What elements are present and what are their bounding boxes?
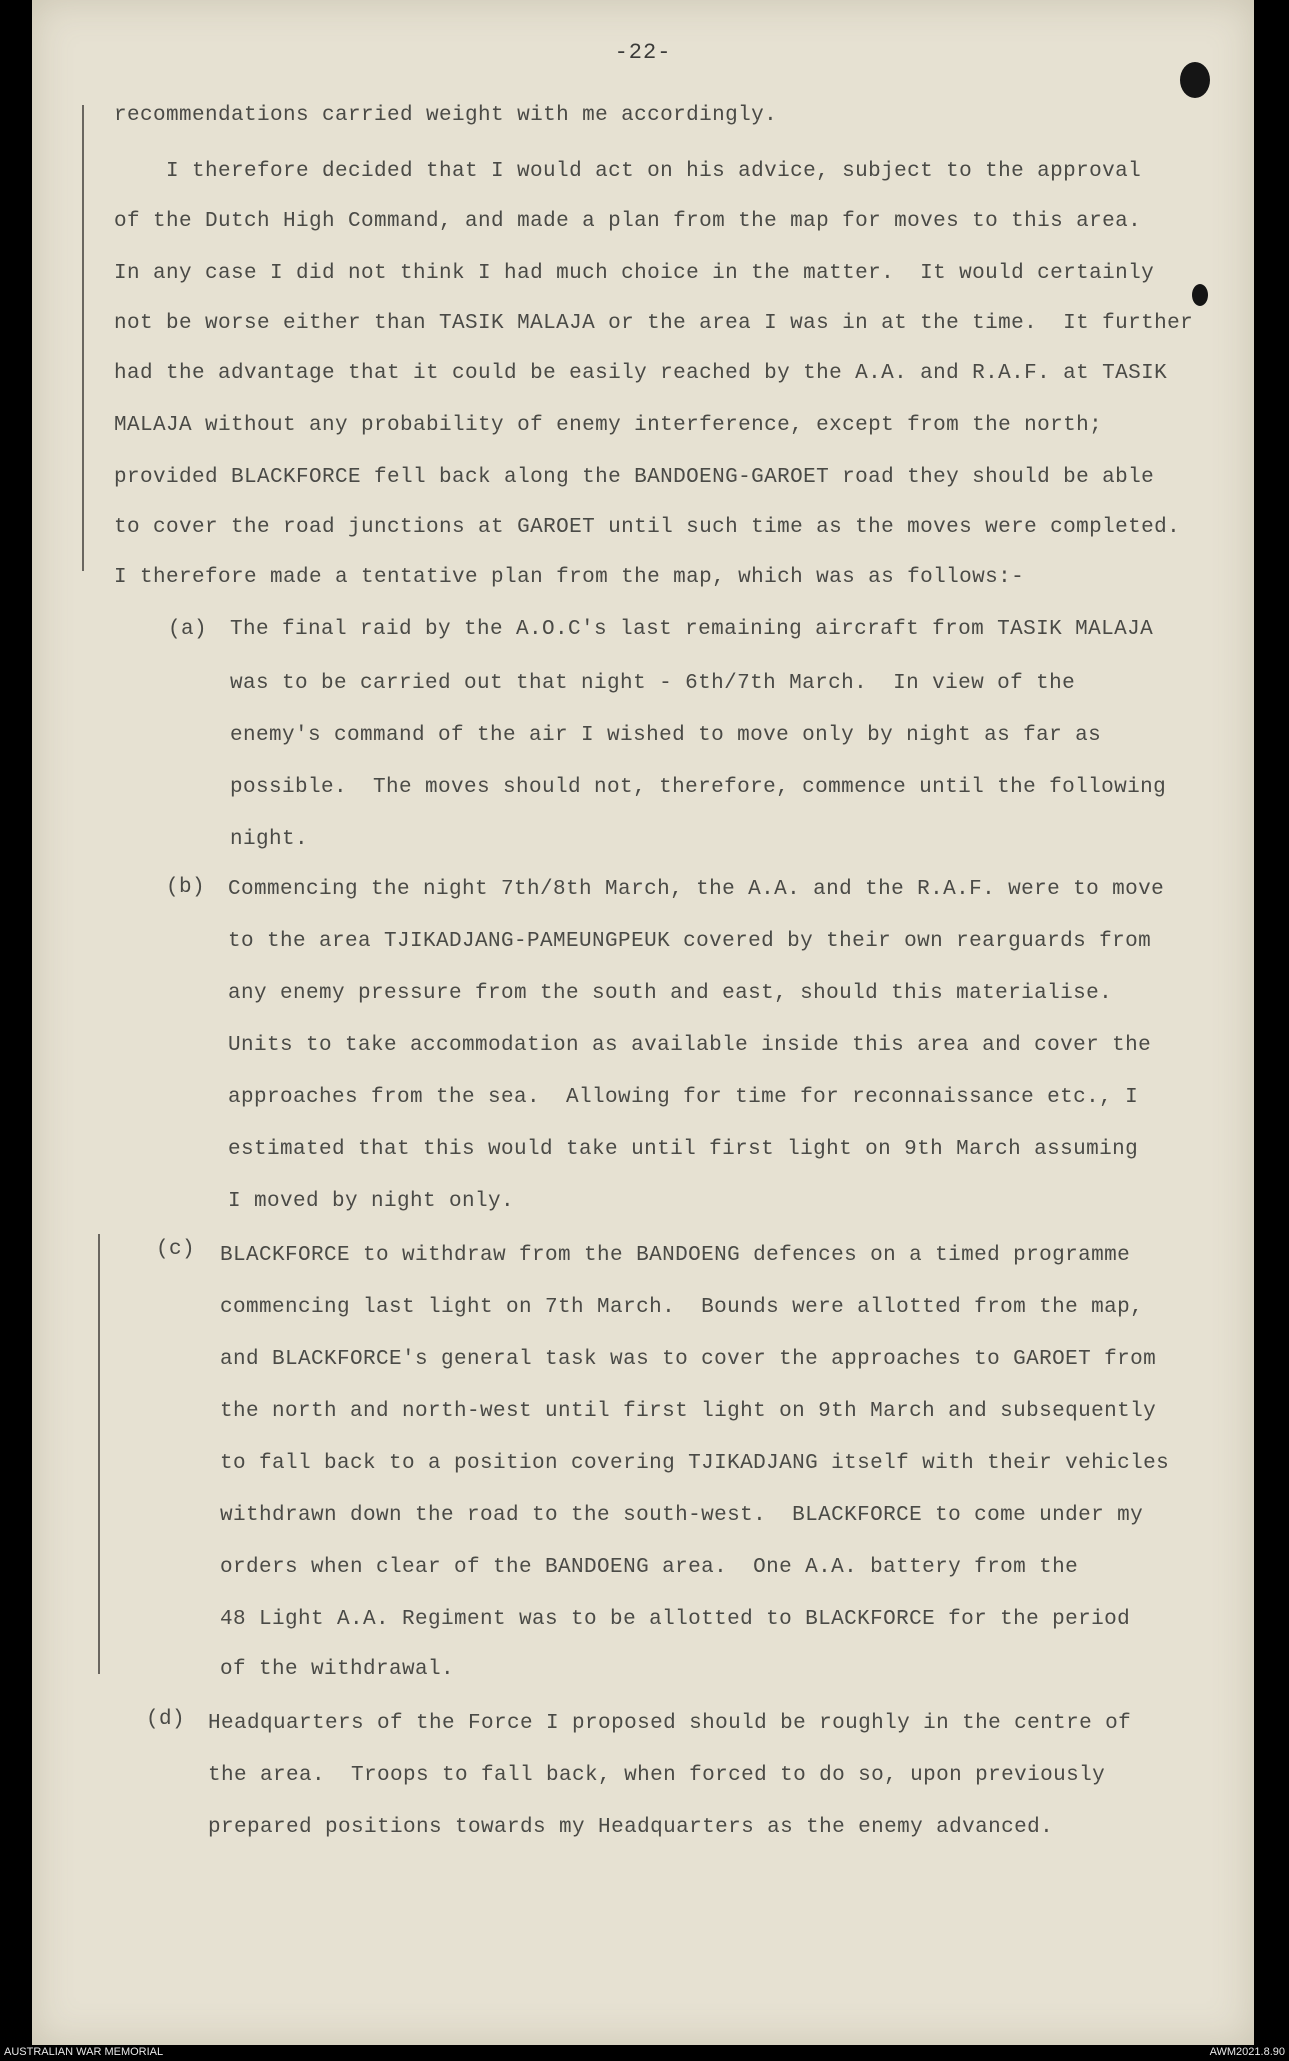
- item-line: Units to take accommodation as available inside this area and cover the: [228, 1034, 1152, 1057]
- paragraph-line: recommendations carried weight with me accordingly.: [114, 104, 778, 127]
- item-line: the area. Troops to fall back, when forced to do so, upon previously: [208, 1764, 1106, 1787]
- item-line: to the area TJIKADJANG-PAMEUNGPEUK covered by their own rearguards from: [228, 930, 1152, 953]
- item-line: to fall back to a position covering TJIKADJANG itself with their vehicles: [220, 1452, 1170, 1475]
- margin-line: [82, 105, 84, 571]
- item-line: any enemy pressure from the south and east, should this materialise.: [228, 982, 1113, 1005]
- item-line: The final raid by the A.O.C's last remaining aircraft from TASIK MALAJA: [230, 618, 1154, 641]
- item-line: and BLACKFORCE's general task was to cover the approaches to GAROET from: [220, 1348, 1157, 1371]
- punch-hole: [1192, 284, 1208, 306]
- paragraph-line: I therefore made a tentative plan from the map, which was as follows:-: [114, 566, 1025, 589]
- paragraph-line: of the Dutch High Command, and made a plan from the map for moves to this area.: [114, 210, 1142, 233]
- item-line: I moved by night only.: [228, 1190, 515, 1213]
- paragraph-line: to cover the road junctions at GAROET until such time as the moves were completed.: [114, 516, 1181, 539]
- item-line: 48 Light A.A. Regiment was to be allotted to BLACKFORCE for the period: [220, 1608, 1131, 1631]
- paragraph-line: In any case I did not think I had much choice in the matter. It would certainly: [114, 262, 1155, 285]
- punch-hole: [1180, 62, 1210, 98]
- footer-catalogue-number: AWM2021.8.90: [1209, 2046, 1285, 2058]
- paragraph-line: not be worse either than TASIK MALAJA or the area I was in at the time. It further: [114, 312, 1194, 335]
- page-number: -22-: [614, 40, 672, 65]
- document-page: [32, 0, 1254, 2045]
- item-line: was to be carried out that night - 6th/7th March. In view of the: [230, 672, 1076, 695]
- item-line: possible. The moves should not, therefore, commence until the following: [230, 776, 1167, 799]
- item-line: orders when clear of the BANDOENG area. One A.A. battery from the: [220, 1556, 1079, 1579]
- item-line: approaches from the sea. Allowing for time for reconnaissance etc., I: [228, 1086, 1139, 1109]
- item-line: prepared positions towards my Headquarters as the enemy advanced.: [208, 1816, 1054, 1839]
- item-line: commencing last light on 7th March. Bounds were allotted from the map,: [220, 1296, 1144, 1319]
- paragraph-line: provided BLACKFORCE fell back along the BANDOENG-GAROET road they should be able: [114, 466, 1155, 489]
- item-marker: (b): [166, 876, 206, 899]
- item-line: BLACKFORCE to withdraw from the BANDOENG defences on a timed programme: [220, 1244, 1131, 1267]
- archive-footer: [0, 2045, 1289, 2061]
- item-marker: (a): [168, 618, 208, 641]
- item-line: the north and north-west until first light on 9th March and subsequently: [220, 1400, 1157, 1423]
- item-marker: (d): [146, 1708, 186, 1731]
- item-line: estimated that this would take until first light on 9th March assuming: [228, 1138, 1139, 1161]
- footer-institution: AUSTRALIAN WAR MEMORIAL: [4, 2046, 164, 2058]
- paragraph-line: had the advantage that it could be easily reached by the A.A. and R.A.F. at TASIK: [114, 362, 1168, 385]
- item-line: of the withdrawal.: [220, 1658, 455, 1681]
- margin-line: [98, 1234, 100, 1674]
- item-line: Headquarters of the Force I proposed should be roughly in the centre of: [208, 1712, 1132, 1735]
- item-line: withdrawn down the road to the south-west. BLACKFORCE to come under my: [220, 1504, 1144, 1527]
- item-marker: (c): [156, 1238, 196, 1261]
- item-line: Commencing the night 7th/8th March, the A.A. and the R.A.F. were to move: [228, 878, 1165, 901]
- item-line: enemy's command of the air I wished to move only by night as far as: [230, 724, 1102, 747]
- paragraph-line: I therefore decided that I would act on his advice, subject to the approval: [166, 160, 1142, 183]
- item-line: night.: [230, 828, 309, 851]
- paragraph-line: MALAJA without any probability of enemy interference, except from the north;: [114, 414, 1103, 437]
